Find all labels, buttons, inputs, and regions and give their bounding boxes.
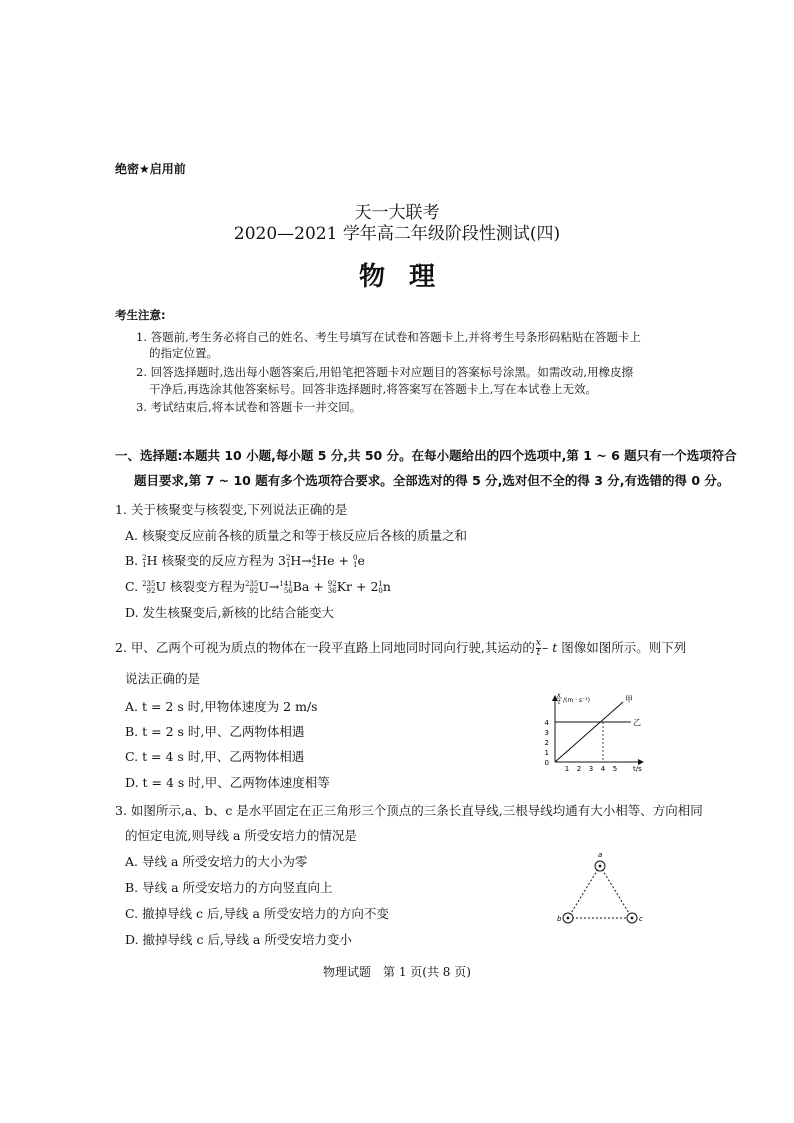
question-3-option-d: D. 撤掉导线 c 后,导线 a 所受安培力变小 <box>125 932 352 947</box>
y-axis-label: /(m · s⁻¹) <box>563 697 590 704</box>
y-tick-2: 2 <box>544 739 549 747</box>
x-tick-1: 1 <box>564 765 570 773</box>
confidential-label: 绝密★启用前 <box>115 162 186 176</box>
section-instructions: 一、选择题:本题共 10 小题,每小题 5 分,共 50 分。在每小题给出的四个选项中,第 1 ~ 6 题只有一个选项符合 <box>115 448 737 463</box>
isotope-h-label: 2 1 <box>142 553 147 569</box>
question-2-option-d: D. t = 4 s 时,甲、乙两物体速度相等 <box>125 775 330 790</box>
question-2-option-b: B. t = 2 s 时,甲、乙两物体相遇 <box>125 724 305 739</box>
y-tick-1: 1 <box>544 749 549 757</box>
x-tick-2: 2 <box>576 765 582 773</box>
origin-label: 0 <box>544 759 549 767</box>
label-c: c <box>639 915 643 923</box>
label-b: b <box>557 915 562 923</box>
edge-ab <box>568 866 600 918</box>
page-footer: 物理试题 第 1 页(共 8 页) <box>323 965 471 979</box>
x-axis-label: t/s <box>633 765 642 773</box>
question-1-stem: 1. 关于核聚变与核裂变,下列说法正确的是 <box>115 502 348 517</box>
svg-text:t: t <box>558 699 561 706</box>
wire-b <box>563 913 573 923</box>
notice-item-2-cont: 干净后,再选涂其他答案标号。回答非选择题时,将答案写在答题卡上,写在本试卷上无效。 <box>149 382 597 396</box>
yi-label: 乙 <box>633 718 641 727</box>
question-1-option-b: B. 2 1H 核聚变的反应方程为 32 1H→4 2He + 0 1e <box>125 553 365 569</box>
notice-item-3: 3. 考试结束后,将本试卷和答题卡一并交回。 <box>136 400 362 414</box>
notice-item-2: 2. 回答选择题时,选出每小题答案后,用铅笔把答题卡对应题目的答案标号涂黑。如需改动,用橡皮擦 <box>136 365 634 379</box>
xt-graph <box>535 690 650 780</box>
question-3-stem: 3. 如图所示,a、b、c 是水平固定在正三角形三个顶点的三条长直导线,三根导线均通有大小相等、方向相同 <box>115 803 703 818</box>
question-2-stem: 2. 甲、乙两个可视为质点的物体在一段平直路上同地同时同向行驶,其运动的 $\frac{x}{t}$ – t 图像如图所示。则下列 <box>115 638 687 658</box>
question-3-option-b: B. 导线 a 所受安培力的方向竖直向上 <box>125 880 333 895</box>
y-tick-3: 3 <box>544 729 549 737</box>
x-tick-5: 5 <box>612 765 618 773</box>
notice-item-1: 1. 答题前,考生务必将自己的姓名、考生号填写在试卷和答题卡上,并将考生号条形码粘贴在答题卡上 <box>136 330 641 344</box>
x-tick-3: 3 <box>588 765 594 773</box>
y-tick-4: 4 <box>544 719 549 727</box>
x-over-t-fraction: $\frac{x}{t}$ <box>535 638 541 658</box>
exam-title: 2020—2021 学年高二年级阶段性测试(四) <box>233 224 561 244</box>
wire-triangle-diagram <box>555 850 645 930</box>
exam-organizer: 天一大联考 <box>354 203 440 223</box>
question-1-option-a: A. 核聚变反应前各核的质量之和等于核反应后各核的质量之和 <box>125 528 467 543</box>
edge-ac <box>600 866 632 918</box>
question-3-stem-cont: 的恒定电流,则导线 a 所受安培力的情况是 <box>125 828 357 843</box>
notice-item-1-cont: 的指定位置。 <box>149 346 218 360</box>
question-3-option-a: A. 导线 a 所受安培力的大小为零 <box>125 854 308 869</box>
jia-label: 甲 <box>625 695 633 704</box>
question-2-option-c: C. t = 4 s 时,甲、乙两物体相遇 <box>125 749 305 764</box>
subject-title: 物理 <box>358 262 459 292</box>
wire-a <box>595 861 605 871</box>
jia-line <box>555 702 623 762</box>
question-1-option-d: D. 发生核聚变后,新核的比结合能变大 <box>125 605 334 620</box>
notice-heading: 考生注意: <box>115 308 166 322</box>
question-1-option-c: C. 235 92U 核裂变方程为235 92U→141 56Ba + 92 36Kr + 21 0n <box>125 579 391 595</box>
question-3-option-c: C. 撤掉导线 c 后,导线 a 所受安培力的方向不变 <box>125 906 389 921</box>
x-tick-4: 4 <box>600 765 606 773</box>
question-2-option-a: A. t = 2 s 时,甲物体速度为 2 m/s <box>125 699 318 714</box>
y-axis-var: x <box>557 692 561 699</box>
question-2-stem-cont: 说法正确的是 <box>125 671 201 686</box>
label-a: a <box>598 851 603 859</box>
section-instructions-cont: 题目要求,第 7 ~ 10 题有多个选项符合要求。全部选对的得 5 分,选对但不全的得 3 分,有选错的得 0 分。 <box>134 473 730 488</box>
wire-c <box>627 913 637 923</box>
